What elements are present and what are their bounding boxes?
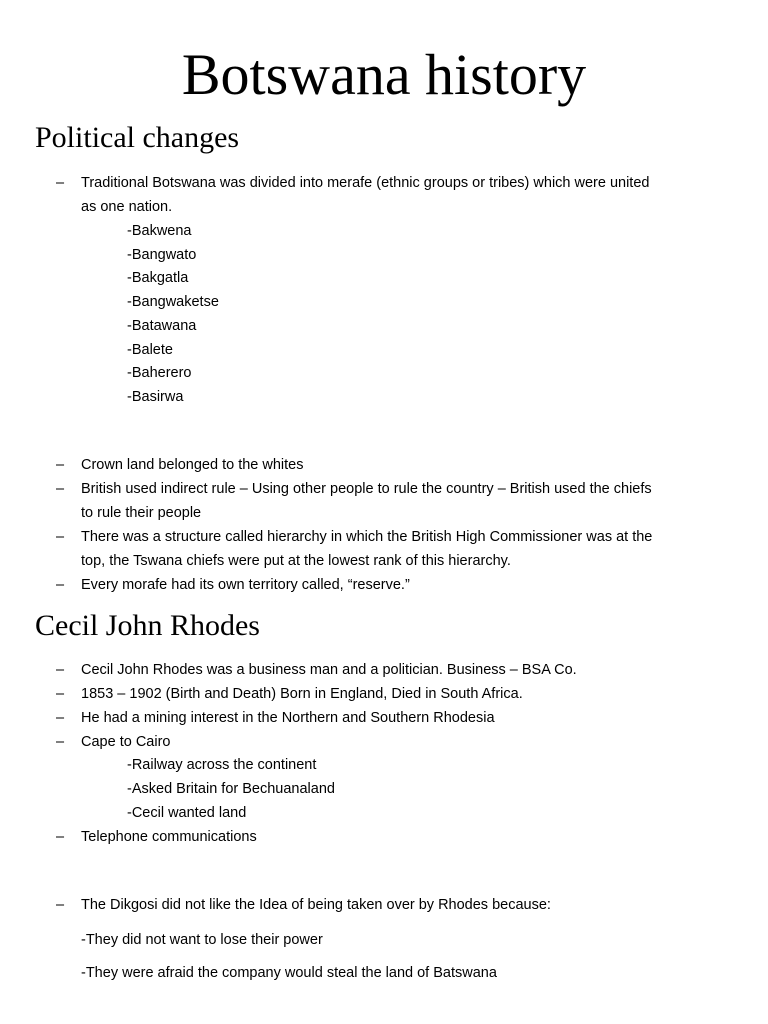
reason-land: -They were afraid the company would steal the land of Batswana	[81, 965, 497, 981]
bullet-telephone: Telephone communications	[81, 829, 257, 845]
bullet-hierarchy-line-1: There was a structure called hierarchy in which the British High Commissioner was at the	[81, 529, 653, 545]
bullet-dash: –	[56, 457, 65, 473]
bullet-crown-land: Crown land belonged to the whites	[81, 457, 304, 473]
cape-subitem: -Railway across the continent	[127, 757, 317, 773]
tribe-item: -Basirwa	[127, 389, 184, 405]
tribe-item: -Bakwena	[127, 223, 192, 239]
section-heading-political-changes: Political changes	[35, 121, 240, 154]
bullet-cape-to-cairo: Cape to Cairo	[81, 734, 171, 750]
cape-subitem: -Cecil wanted land	[127, 805, 247, 821]
tribe-item: -Bangwato	[127, 247, 197, 263]
bullet-indirect-rule-line-2: to rule their people	[81, 505, 202, 521]
bullet-dash: –	[56, 734, 65, 750]
bullet-dash: –	[56, 481, 65, 497]
tribe-item: -Bangwaketse	[127, 294, 219, 310]
section-heading-cecil-john-rhodes: Cecil John Rhodes	[35, 609, 260, 642]
bullet-business: Cecil John Rhodes was a business man and a politician. Business – BSA Co.	[81, 662, 577, 678]
bullet-dash: –	[56, 686, 65, 702]
bullet-dash: –	[56, 710, 65, 726]
intro-line-1: Traditional Botswana was divided into merafe (ethnic groups or tribes) which were united	[81, 175, 650, 191]
bullet-mining: He had a mining interest in the Northern and Southern Rhodesia	[81, 710, 495, 726]
document-title: Botswana history	[181, 42, 587, 107]
bullet-dash: –	[56, 829, 65, 845]
tribe-item: -Bakgatla	[127, 270, 189, 286]
bullet-hierarchy-line-2: top, the Tswana chiefs were put at the lowest rank of this hierarchy.	[81, 553, 511, 569]
tribe-item: -Baherero	[127, 365, 192, 381]
bullet-dash: –	[56, 577, 65, 593]
cape-subitem: -Asked Britain for Bechuanaland	[127, 781, 335, 797]
bullet-dash: –	[56, 529, 65, 545]
bullet-dash: –	[56, 897, 65, 913]
bullet-dash: –	[56, 175, 65, 191]
bullet-dash: –	[56, 662, 65, 678]
reason-power: -They did not want to lose their power	[81, 932, 323, 948]
bullet-dates: 1853 – 1902 (Birth and Death) Born in England, Died in South Africa.	[81, 686, 523, 702]
intro-line-2: as one nation.	[81, 199, 173, 215]
tribe-item: -Balete	[127, 342, 173, 358]
tribe-item: -Batawana	[127, 318, 197, 334]
bullet-reserve: Every morafe had its own territory called, “reserve.”	[81, 577, 410, 593]
bullet-dikgosi: The Dikgosi did not like the Idea of being taken over by Rhodes because:	[81, 897, 551, 913]
bullet-indirect-rule-line-1: British used indirect rule – Using other people to rule the country – British used the chiefs	[81, 481, 652, 497]
